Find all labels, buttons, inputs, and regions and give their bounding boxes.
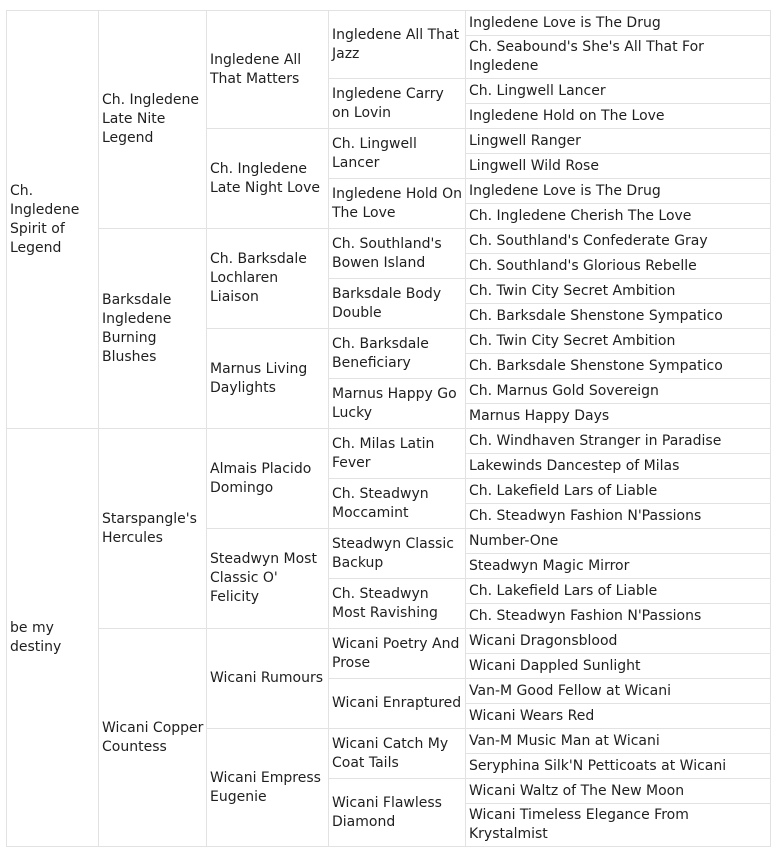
g5-ancestor-name: Ch. Barksdale Shenstone Sympatico	[466, 354, 771, 379]
great-grandparent-name: Ingledene Hold On The Love	[329, 179, 466, 229]
g5-ancestor-name: Wicani Wears Red	[466, 704, 771, 729]
subject-name: Ch. Ingledene Spirit of Legend	[7, 11, 99, 429]
grandparent-name: Ch. Barksdale Lochlaren Liaison	[207, 229, 329, 329]
pedigree-row	[7, 11, 771, 36]
great-grandparent-name: Wicani Enraptured	[329, 679, 466, 729]
parent-name: Wicani Copper Countess	[99, 629, 207, 847]
g5-ancestor-name: Ch. Barksdale Shenstone Sympatico	[466, 304, 771, 329]
g5-ancestor-name: Ch. Steadwyn Fashion N'Passions	[466, 504, 771, 529]
g5-ancestor-name: Van-M Music Man at Wicani	[466, 729, 771, 754]
g5-ancestor-name: Ch. Lingwell Lancer	[466, 79, 771, 104]
g5-ancestor-name: Ingledene Love is The Drug	[466, 179, 771, 204]
g5-ancestor-name: Wicani Dragonsblood	[466, 629, 771, 654]
pedigree-body	[7, 11, 771, 847]
great-grandparent-name: Ch. Southland's Bowen Island	[329, 229, 466, 279]
great-grandparent-name: Ingledene All That Jazz	[329, 11, 466, 79]
g5-ancestor-name: Ch. Lakefield Lars of Liable	[466, 479, 771, 504]
great-grandparent-name: Marnus Happy Go Lucky	[329, 379, 466, 429]
g5-ancestor-name: Ch. Southland's Confederate Gray	[466, 229, 771, 254]
pedigree-row	[7, 229, 771, 254]
parent-name: Ch. Ingledene Late Nite Legend	[99, 11, 207, 229]
g5-ancestor-name: Lakewinds Dancestep of Milas	[466, 454, 771, 479]
g5-ancestor-name: Ch. Lakefield Lars of Liable	[466, 579, 771, 604]
g5-ancestor-name: Ingledene Hold on The Love	[466, 104, 771, 129]
g5-ancestor-name: Steadwyn Magic Mirror	[466, 554, 771, 579]
g5-ancestor-name: Ch. Twin City Secret Ambition	[466, 329, 771, 354]
great-grandparent-name: Wicani Flawless Diamond	[329, 779, 466, 847]
g5-ancestor-name: Ch. Ingledene Cherish The Love	[466, 204, 771, 229]
great-grandparent-name: Ch. Milas Latin Fever	[329, 429, 466, 479]
great-grandparent-name: Ch. Steadwyn Moccamint	[329, 479, 466, 529]
parent-name: Starspangle's Hercules	[99, 429, 207, 629]
great-grandparent-name: Ch. Lingwell Lancer	[329, 129, 466, 179]
g5-ancestor-name: Number-One	[466, 529, 771, 554]
great-grandparent-name: Barksdale Body Double	[329, 279, 466, 329]
g5-ancestor-name: Wicani Timeless Elegance From Krystalmist	[466, 804, 771, 847]
g5-ancestor-name: Marnus Happy Days	[466, 404, 771, 429]
great-grandparent-name: Wicani Poetry And Prose	[329, 629, 466, 679]
grandparent-name: Ch. Ingledene Late Night Love	[207, 129, 329, 229]
g5-ancestor-name: Ch. Marnus Gold Sovereign	[466, 379, 771, 404]
g5-ancestor-name: Wicani Waltz of The New Moon	[466, 779, 771, 804]
grandparent-name: Almais Placido Domingo	[207, 429, 329, 529]
subject-name: be my destiny	[7, 429, 99, 847]
great-grandparent-name: Ch. Steadwyn Most Ravishing	[329, 579, 466, 629]
g5-ancestor-name: Ingledene Love is The Drug	[466, 11, 771, 36]
g5-ancestor-name: Ch. Steadwyn Fashion N'Passions	[466, 604, 771, 629]
grandparent-name: Ingledene All That Matters	[207, 11, 329, 129]
g5-ancestor-name: Ch. Windhaven Stranger in Paradise	[466, 429, 771, 454]
pedigree-row	[7, 429, 771, 454]
grandparent-name: Marnus Living Daylights	[207, 329, 329, 429]
grandparent-name: Wicani Empress Eugenie	[207, 729, 329, 847]
parent-name: Barksdale Ingledene Burning Blushes	[99, 229, 207, 429]
g5-ancestor-name: Lingwell Wild Rose	[466, 154, 771, 179]
g5-ancestor-name: Ch. Seabound's She's All That For Ingledene	[466, 36, 771, 79]
g5-ancestor-name: Ch. Twin City Secret Ambition	[466, 279, 771, 304]
g5-ancestor-name: Wicani Dappled Sunlight	[466, 654, 771, 679]
great-grandparent-name: Ingledene Carry on Lovin	[329, 79, 466, 129]
g5-ancestor-name: Lingwell Ranger	[466, 129, 771, 154]
pedigree-table	[6, 10, 771, 847]
pedigree-row	[7, 629, 771, 654]
great-grandparent-name: Ch. Barksdale Beneficiary	[329, 329, 466, 379]
g5-ancestor-name: Ch. Southland's Glorious Rebelle	[466, 254, 771, 279]
grandparent-name: Wicani Rumours	[207, 629, 329, 729]
g5-ancestor-name: Van-M Good Fellow at Wicani	[466, 679, 771, 704]
great-grandparent-name: Steadwyn Classic Backup	[329, 529, 466, 579]
g5-ancestor-name: Seryphina Silk'N Petticoats at Wicani	[466, 754, 771, 779]
great-grandparent-name: Wicani Catch My Coat Tails	[329, 729, 466, 779]
grandparent-name: Steadwyn Most Classic O' Felicity	[207, 529, 329, 629]
